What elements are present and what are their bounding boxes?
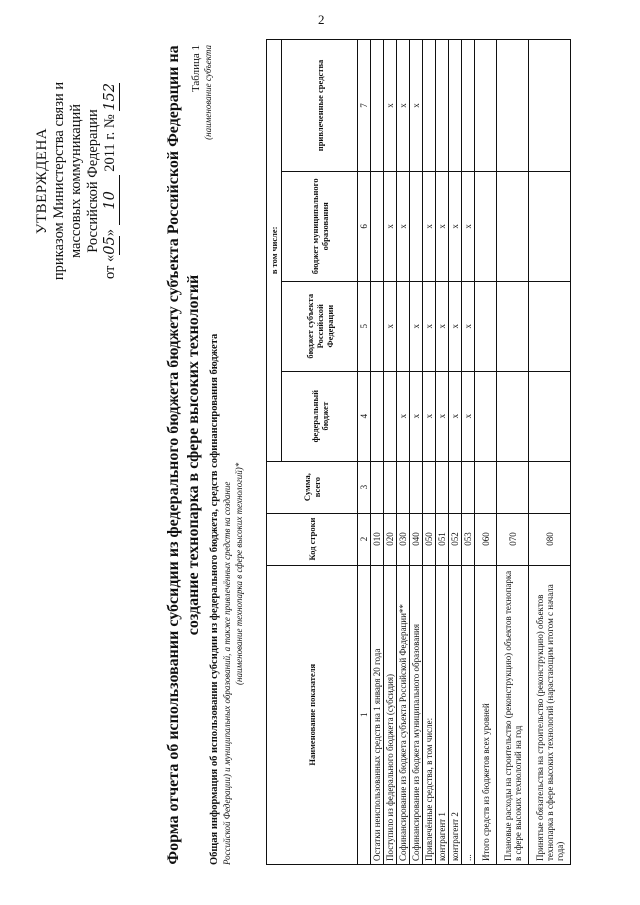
row-name-cell: Остатки неиспользованных средств на 1 января 20 года [371,565,384,864]
row-municipal-cell: х [462,171,475,281]
table-row [462,40,475,865]
row-total-cell [449,461,462,513]
table-body [371,40,571,865]
row-attracted-cell [423,40,436,172]
row-subject-cell: х [449,281,462,371]
row-name-cell: Итого средств из бюджетов всех уровней [475,565,497,864]
row-code-cell: 070 [497,513,529,565]
row-subject-cell: х [423,281,436,371]
approval-date-line [102,51,120,311]
row-attracted-cell [462,40,475,172]
col-number: 1 [358,565,371,864]
row-subject-cell [371,281,384,371]
row-code-cell: 051 [436,513,449,565]
document-title: Форма отчета об использовании субсидии из федерального бюджета бюджету субъекта Российской Федерации на создание технопарка в сфере высоких технологий [165,45,202,865]
col-number: 2 [358,513,371,565]
row-federal-cell [475,371,497,461]
row-name-cell: ... [462,565,475,864]
row-total-cell [462,461,475,513]
header-code: Код строки [267,513,358,565]
row-municipal-cell [475,171,497,281]
table-label-block [190,45,214,140]
row-total-cell [497,461,529,513]
table-row [397,40,410,865]
row-code-cell: 060 [475,513,497,565]
approval-year: 2011 г. № [102,114,118,172]
approval-mid: » [102,229,118,237]
table-row [529,40,571,865]
general-info-text: Общая информация об использовании субсидии из федерального бюджета, средств софинансирования бюджета [209,333,220,865]
row-code-cell: 080 [529,513,571,565]
approval-line-1: приказом Министерства связи и [51,81,67,281]
approval-heading: УТВЕРЖДЕНА [34,127,50,235]
approval-month: 10 [102,175,120,225]
row-federal-cell: х [410,371,423,461]
row-total-cell [436,461,449,513]
row-total-cell [475,461,497,513]
row-name-cell: Плановые расходы на строительство (реконструкцию) объектов технопарка в сфере высоких технологий на год [497,565,529,864]
table-row [449,40,462,865]
row-federal-cell: х [436,371,449,461]
row-subject-cell [529,281,571,371]
header-incl: в том числе: [267,40,282,462]
row-total-cell [423,461,436,513]
row-subject-cell: х [436,281,449,371]
row-municipal-cell [497,171,529,281]
header-attracted: привлеченные средства [282,40,358,172]
row-code-cell: 030 [397,513,410,565]
row-federal-cell: х [462,371,475,461]
row-subject-cell: х [384,281,397,371]
col-number: 7 [358,40,371,172]
col-number: 5 [358,281,371,371]
row-code-cell: 052 [449,513,462,565]
row-code-cell: 053 [462,513,475,565]
general-info-hint-2: (наименование технопарка в сфере высоких технологий)* [234,462,244,685]
row-subject-cell [397,281,410,371]
row-total-cell [371,461,384,513]
col-number: 4 [358,371,371,461]
row-name-cell: Софинансирование из бюджета муниципального образования [410,565,423,864]
row-federal-cell: х [397,371,410,461]
rotated-page [22,25,622,895]
row-name-cell: контрагент 2 [449,565,462,864]
row-code-cell: 010 [371,513,384,565]
row-municipal-cell [371,171,384,281]
row-subject-cell [497,281,529,371]
row-attracted-cell [529,40,571,172]
row-federal-cell [529,371,571,461]
header-total: Сумма, всего [267,461,358,513]
row-subject-cell: х [410,281,423,371]
table-row [475,40,497,865]
row-name-cell: Привлечённые средства, в том числе: [423,565,436,864]
row-municipal-cell: х [384,171,397,281]
row-attracted-cell: х [384,40,397,172]
row-attracted-cell: х [397,40,410,172]
row-code-cell: 050 [423,513,436,565]
row-municipal-cell [410,171,423,281]
row-name-cell: Принятые обязательства на строительство (реконструкцию) объектов технопарка в сфере высоких технологий (нарастающим итогом с начала года) [529,565,571,864]
approval-line-2: массовых коммуникаций [68,103,84,259]
row-code-cell: 040 [410,513,423,565]
header-municipal: бюджет муниципального образования [282,171,358,281]
row-municipal-cell: х [436,171,449,281]
row-name-cell: контрагент 1 [436,565,449,864]
row-name-cell: Софинансирование из бюджета субъекта Российской Федерации** [397,565,410,864]
approval-from: от « [102,254,118,280]
row-federal-cell: х [449,371,462,461]
table-row [423,40,436,865]
row-total-cell [529,461,571,513]
header-name: Наименование показателя [267,565,358,864]
row-federal-cell [384,371,397,461]
row-code-cell: 020 [384,513,397,565]
row-total-cell [397,461,410,513]
row-federal-cell: х [423,371,436,461]
row-attracted-cell [497,40,529,172]
table-row [410,40,423,865]
general-info [209,205,245,865]
row-attracted-cell [449,40,462,172]
row-municipal-cell: х [423,171,436,281]
approval-block [34,51,120,311]
col-number: 6 [358,171,371,281]
table-row [384,40,397,865]
general-info-hint: Российской Федерации) и муниципальных образований, а также привлечённых средств на создание [222,481,232,865]
approval-day: 05 [102,236,118,255]
report-table [266,39,571,865]
table-row [436,40,449,865]
row-municipal-cell: х [449,171,462,281]
header-federal: федеральный бюджет [282,371,358,461]
table-row [497,40,529,865]
row-attracted-cell [371,40,384,172]
row-attracted-cell [436,40,449,172]
row-municipal-cell: х [397,171,410,281]
row-total-cell [384,461,397,513]
row-federal-cell [497,371,529,461]
header-numbers-row [358,40,371,865]
row-federal-cell [371,371,384,461]
row-municipal-cell [529,171,571,281]
row-attracted-cell [475,40,497,172]
row-total-cell [410,461,423,513]
header-subject: бюджет субъекта Российской Федерации [282,281,358,371]
page-number: 2 [318,12,325,27]
row-attracted-cell: х [410,40,423,172]
table-row [371,40,384,865]
row-subject-cell: х [462,281,475,371]
col-number: 3 [358,461,371,513]
table-label: Таблица 1 [190,45,202,93]
subject-hint: (наименование субъекта [203,45,213,140]
approval-line-3: Российской Федерации [85,109,101,253]
row-name-cell: Поступило из федерального бюджета (субсидия) [384,565,397,864]
row-subject-cell [475,281,497,371]
approval-number: 152 [102,82,118,111]
